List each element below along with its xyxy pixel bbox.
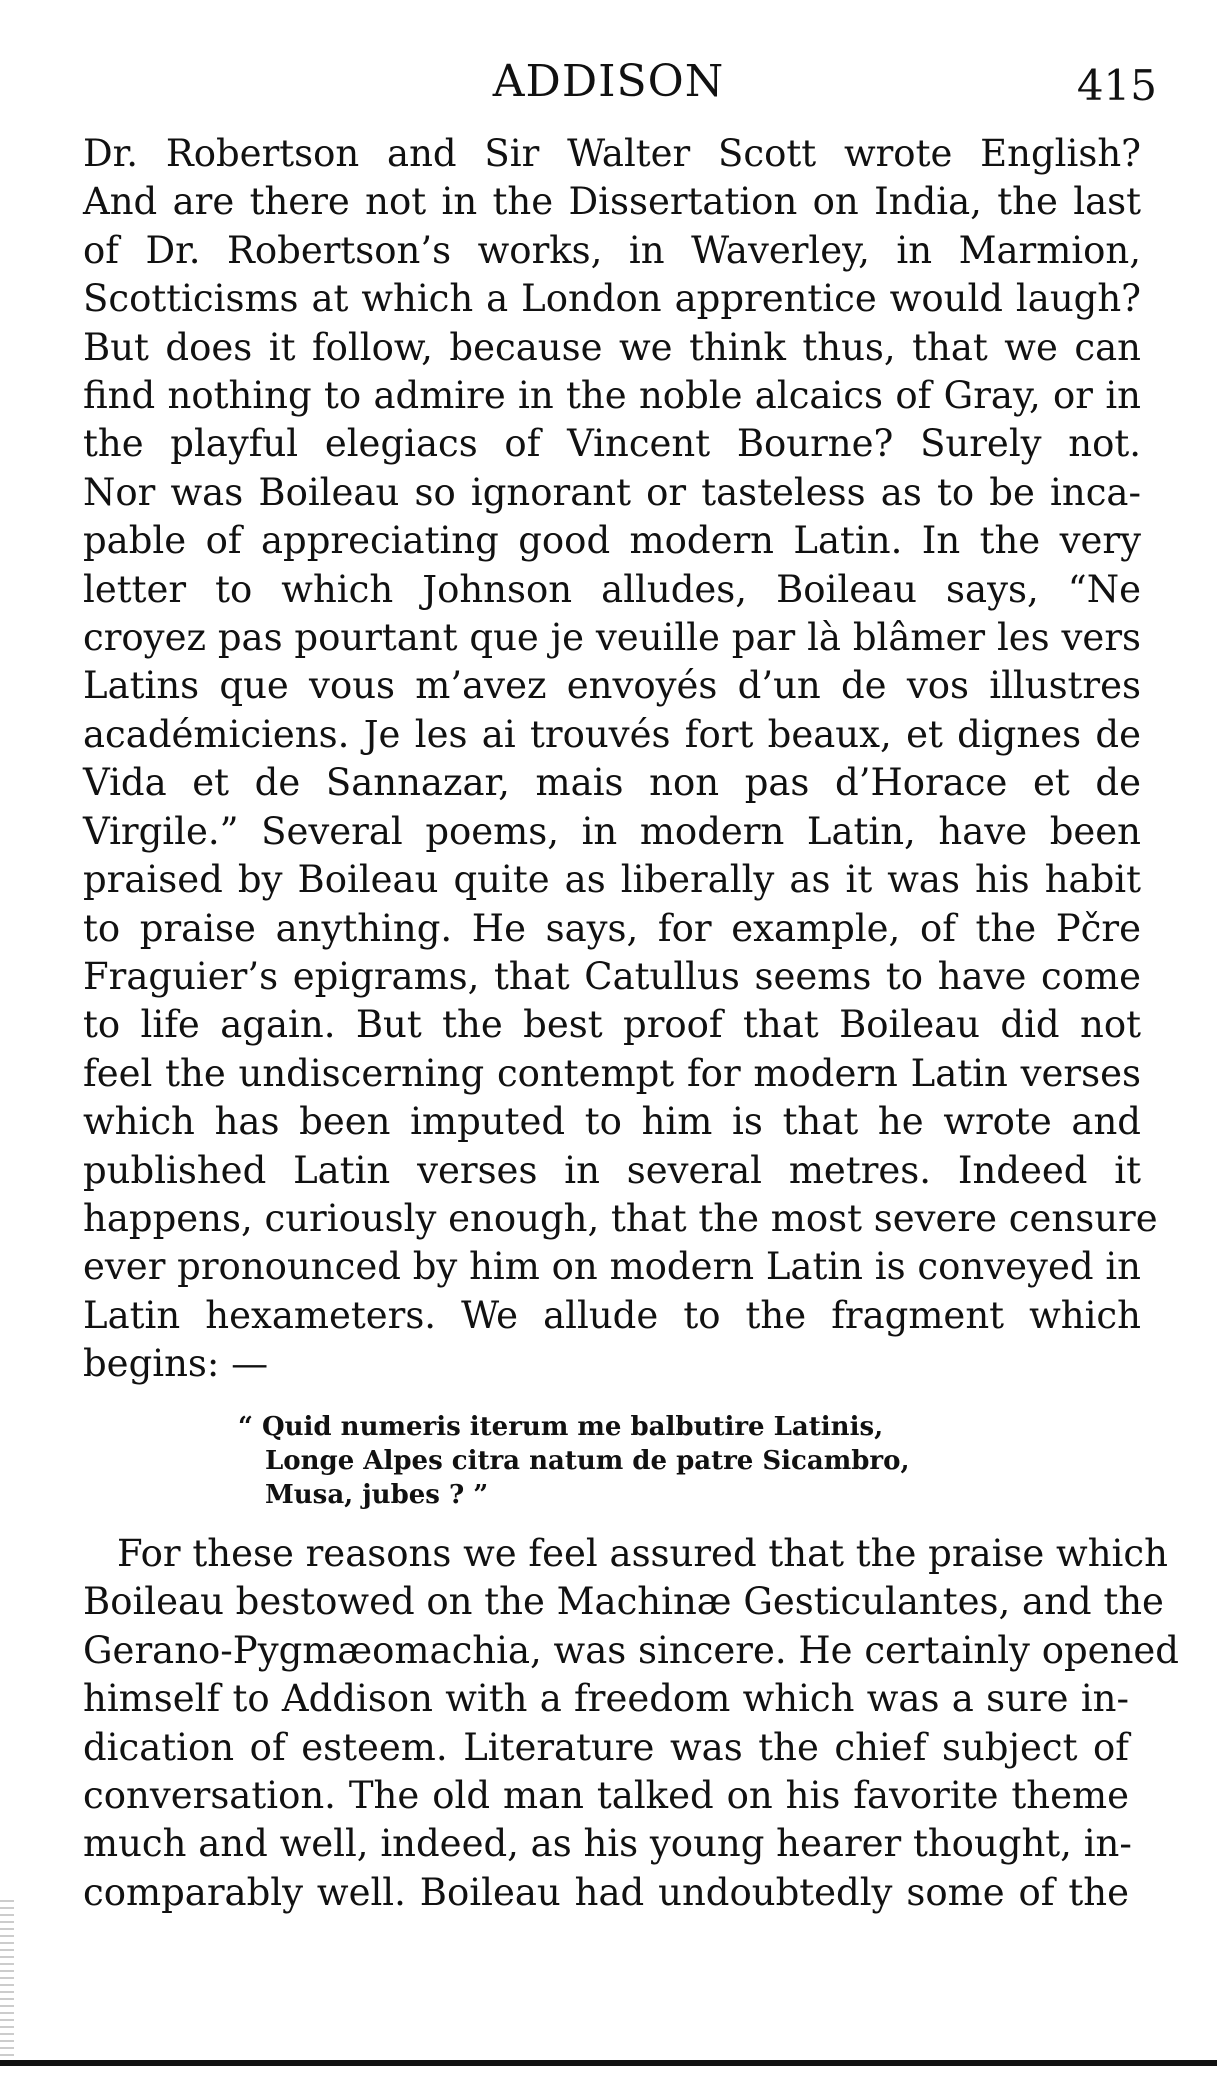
- text-line: which has been imputed to him is that he wrote and: [83, 1100, 1141, 1144]
- text-line: Latins que vous m’avez envoyés d’un de vos illustres: [83, 664, 1141, 708]
- text-line: Scotticisms at which a London apprentice would laugh?: [83, 277, 1141, 321]
- text-line: of Dr. Robertson’s works, in Waverley, in Marmion,: [83, 228, 1141, 272]
- text-line: Vida et de Sannazar, mais non pas d’Horace et de: [83, 761, 1141, 805]
- text-line: But does it follow, because we think thus, that we can: [83, 325, 1141, 369]
- text-line: Gerano-Pygmæomachia, was sincere. He certainly opened: [83, 1628, 1179, 1672]
- text-line: Latin hexameters. We allude to the fragment which: [83, 1293, 1141, 1337]
- text-line: Nor was Boileau so ignorant or tasteless as to be inca-: [83, 470, 1141, 514]
- verse-quotation: [238, 1410, 938, 1512]
- running-head: [0, 52, 1217, 112]
- text-line: letter to which Johnson alludes, Boileau says, “Ne: [83, 567, 1141, 611]
- text-line: feel the undiscerning contempt for modern Latin verses: [83, 1051, 1141, 1095]
- bottom-rule: [0, 2060, 1217, 2066]
- text-line: Fraguier’s epigrams, that Catullus seems to have come: [83, 954, 1141, 998]
- text-line: to praise anything. He says, for example, of the Pčre: [83, 906, 1141, 950]
- text-line: dication of esteem. Literature was the chief subject of: [83, 1725, 1129, 1769]
- quote-line: Longe Alpes citra natum de patre Sicambro,: [265, 1446, 910, 1476]
- text-line: croyez pas pourtant que je veuille par là blâmer les vers: [83, 616, 1141, 660]
- text-line: published Latin verses in several metres. Indeed it: [83, 1148, 1141, 1192]
- text-line: the playful elegiacs of Vincent Bourne? Surely not.: [83, 422, 1141, 466]
- text-line: Boileau bestowed on the Machinæ Gesticulantes, and the: [83, 1580, 1164, 1624]
- text-line: begins: —: [83, 1342, 269, 1386]
- page-title: ADDISON: [492, 56, 725, 107]
- text-line: Dr. Robertson and Sir Walter Scott wrote English?: [83, 132, 1141, 175]
- text-line: conversation. The old man talked on his favorite theme: [83, 1774, 1129, 1818]
- text-line: académiciens. Je les ai trouvés fort beaux, et dignes de: [83, 712, 1141, 756]
- text-line: much and well, indeed, as his young hearer thought, in-: [83, 1822, 1132, 1866]
- text-line: pable of appreciating good modern Latin. In the very: [83, 519, 1141, 563]
- text-line: to life again. But the best proof that Boileau did not: [83, 1003, 1141, 1047]
- text-line: For these reasons we feel assured that the praise which: [117, 1532, 1168, 1575]
- page-edge-speckle: [0, 1900, 14, 2060]
- quote-line: Musa, jubes ? ”: [265, 1480, 489, 1510]
- text-line: praised by Boileau quite as liberally as it was his habit: [83, 858, 1141, 902]
- text-line: ever pronounced by him on modern Latin is conveyed in: [83, 1245, 1141, 1289]
- text-line: find nothing to admire in the noble alcaics of Gray, or in: [83, 374, 1141, 418]
- paragraph-1: [83, 130, 1158, 1389]
- paragraph-2: [83, 1530, 1179, 1917]
- text-line: himself to Addison with a freedom which was a sure in-: [83, 1677, 1129, 1721]
- page-number: 415: [1076, 61, 1157, 110]
- text-line: happens, curiously enough, that the most severe censure: [83, 1196, 1158, 1240]
- text-line: Virgile.” Several poems, in modern Latin, have been: [83, 809, 1141, 853]
- quote-line: “ Quid numeris iterum me balbutire Latinis,: [238, 1412, 884, 1442]
- text-line: comparably well. Boileau had undoubtedly some of the: [83, 1870, 1129, 1914]
- text-line: And are there not in the Dissertation on India, the last: [83, 180, 1141, 224]
